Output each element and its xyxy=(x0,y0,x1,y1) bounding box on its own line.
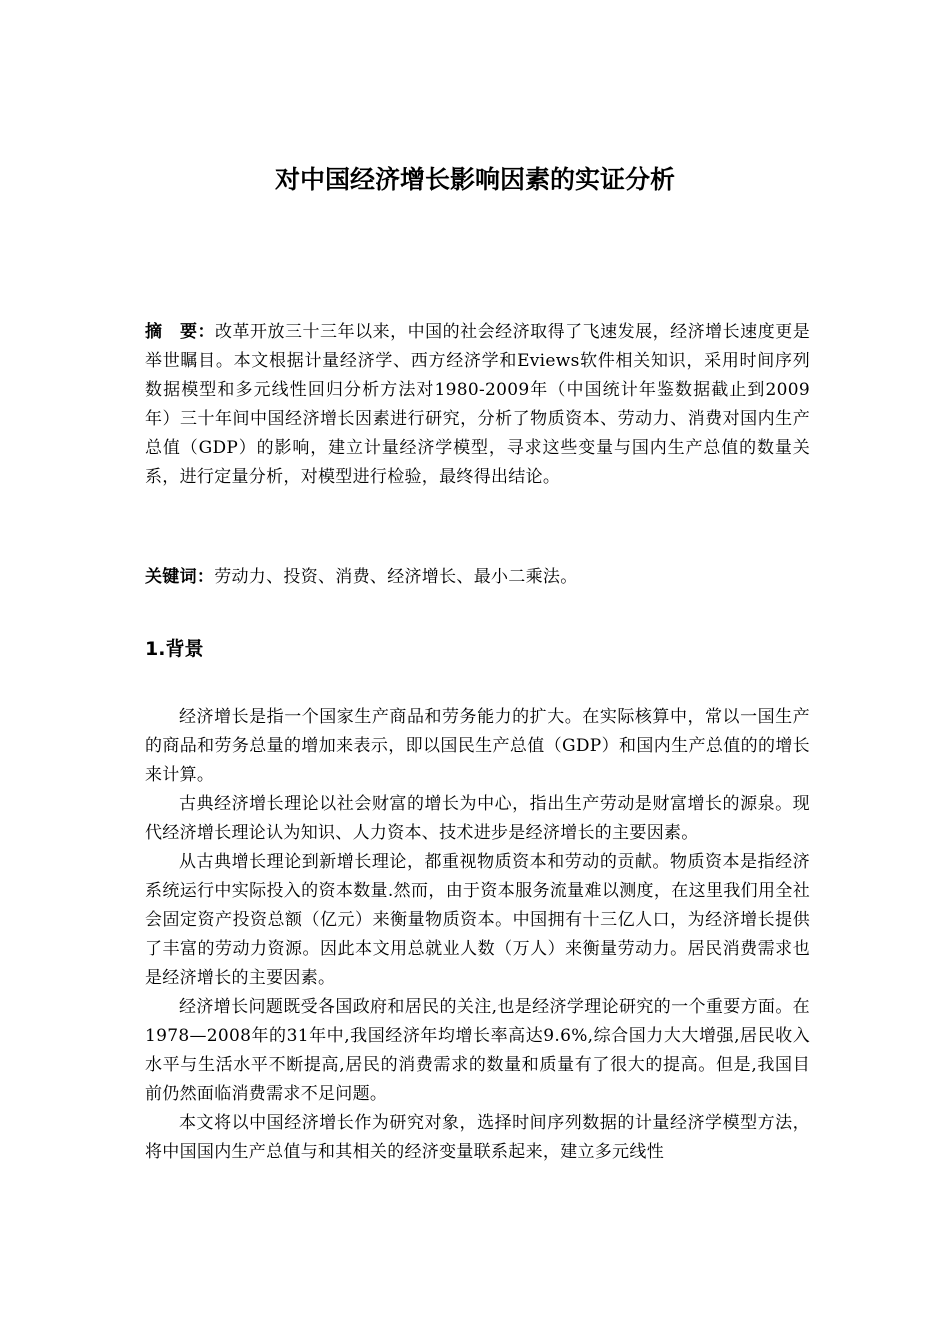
body-paragraph: 经济增长是指一个国家生产商品和劳务能力的扩大。在实际核算中，常以一国生产的商品和劳务总量的增加来表示，即以国民生产总值（GDP）和国内生产总值的的增长来计算。 xyxy=(145,707,810,785)
paper-title: 对中国经济增长影响因素的实证分析 xyxy=(274,165,675,194)
body-paragraph: 古典经济增长理论以社会财富的增长为中心，指出生产劳动是财富增长的源泉。现代经济增长理论认为知识、人力资本、技术进步是经济增长的主要因素。 xyxy=(145,794,810,843)
section-body xyxy=(145,703,810,1167)
section-heading: 1.背景 xyxy=(145,638,204,660)
abstract-text: 改革开放三十三年以来，中国的社会经济取得了飞速发展，经济增长速度更是举世瞩目。本文根据计量经济学、西方经济学和Eviews软件相关知识，采用时间序列数据模型和多元线性回归分析方法对1980-2009年（中国统计年鉴数据截止到2009年）三十年间中国经济增长因素进行研究，分析了物质资本、劳动力、消费对国内生产总值（GDP）的影响，建立计量经济学模型，寻求这些变量与国内生产总值的数量关系，进行定量分析，对模型进行检验，最终得出结论。 xyxy=(145,322,811,487)
body-paragraph: 从古典增长理论到新增长理论，都重视物质资本和劳动的贡献。物质资本是指经济系统运行中实际投入的资本数量.然而，由于资本服务流量难以测度，在这里我们用全社会固定资产投资总额（亿元）来衡量物质资本。中国拥有十三亿人口，为经济增长提供了丰富的劳动力资源。因此本文用总就业人数（万人）来衡量劳动力。居民消费需求也是经济增长的主要因素。 xyxy=(145,852,810,988)
body-paragraph: 经济增长问题既受各国政府和居民的关注,也是经济学理论研究的一个重要方面。在1978—2008年的31年中,我国经济年均增长率高达9.6%,综合国力大大增强,居民收入水平与生活水平不断提高,居民的消费需求的数量和质量有了很大的提高。但是,我国目前仍然面临消费需求不足问题。 xyxy=(145,997,810,1104)
keywords xyxy=(145,563,810,592)
abstract-label: 摘 要： xyxy=(145,322,216,342)
abstract xyxy=(145,318,810,492)
keywords-text: 劳动力、投资、消费、经济增长、最小二乘法。 xyxy=(214,567,578,587)
body-paragraph: 本文将以中国经济增长作为研究对象，选择时间序列数据的计量经济学模型方法，将中国国内生产总值与和其相关的经济变量联系起来，建立多元线性 xyxy=(145,1113,810,1162)
keywords-label: 关键词： xyxy=(145,567,215,587)
